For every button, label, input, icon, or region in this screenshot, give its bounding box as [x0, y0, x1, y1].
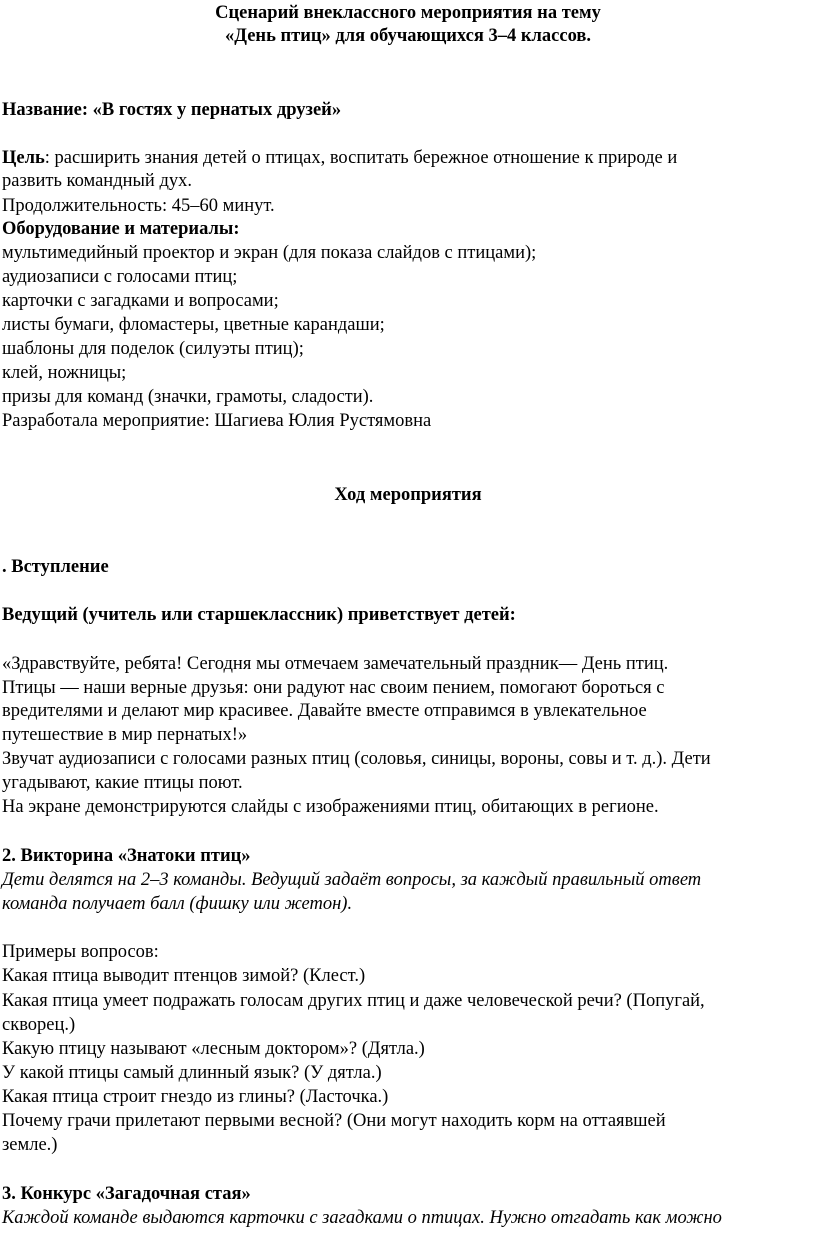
host-line: Ведущий (учитель или старшеклассник) приветствует детей: [2, 605, 516, 625]
event-name [2, 99, 341, 122]
equipment-item: листы бумаги, фломастеры, цветные карандаши; [2, 315, 385, 335]
quiz-question: Какая птица умеет подражать голосам других птиц и даже человеческой речи? (Попугай, [2, 991, 705, 1011]
duration: Продолжительность: 45–60 минут. [2, 196, 275, 216]
event-name-value: «В гостях у пернатых друзей» [92, 100, 342, 120]
equipment-item: мультимедийный проектор и экран (для показа слайдов с птицами); [2, 243, 537, 263]
equipment-item: призы для команд (значки, грамоты, сладости). [2, 387, 374, 407]
goal-line2: развить командный дух. [2, 171, 192, 191]
intro-line: Звучат аудиозаписи с голосами разных птиц (соловья, синицы, вороны, совы и т. д.). Дети [2, 749, 711, 769]
goal-line1 [2, 147, 677, 170]
contest-heading: 3. Конкурс «Загадочная стая» [2, 1184, 251, 1204]
quiz-italic-line: Дети делятся на 2–3 команды. Ведущий задаёт вопросы, за каждый правильный ответ [2, 870, 702, 890]
quiz-question: Почему грачи прилетают первыми весной? (Они могут находить корм на оттаявшей [2, 1111, 666, 1131]
course-heading: Ход мероприятия [334, 485, 482, 505]
examples-label: Примеры вопросов: [2, 942, 159, 962]
equipment-item: шаблоны для поделок (силуэты птиц); [2, 339, 304, 359]
equipment-item: клей, ножницы; [2, 363, 127, 383]
intro-line: путешествие в мир пернатых!» [2, 725, 248, 745]
quiz-question: Какая птица выводит птенцов зимой? (Клест.) [2, 966, 366, 986]
doc-title-line2: «День птиц» для обучающихся 3–4 классов. [225, 26, 591, 46]
intro-line: «Здравствуйте, ребята! Сегодня мы отмечаем замечательный праздник— День птиц. [2, 654, 669, 674]
intro-line: угадывают, какие птицы поют. [2, 773, 243, 793]
equipment-heading: Оборудование и материалы: [2, 219, 240, 239]
quiz-heading: 2. Викторина «Знатоки птиц» [2, 846, 251, 866]
quiz-question: Какая птица строит гнездо из глины? (Ласточка.) [2, 1087, 389, 1107]
intro-line: На экране демонстрируются слайды с изображениями птиц, обитающих в регионе. [2, 797, 659, 817]
goal-label: Цель [2, 148, 45, 168]
quiz-italic-line: команда получает балл (фишку или жетон). [2, 894, 353, 914]
intro-heading: . Вступление [2, 557, 109, 577]
equipment-item: аудиозаписи с голосами птиц; [2, 267, 238, 287]
contest-italic-line: Каждой команде выдаются карточки с загадками о птицах. Нужно отгадать как можно [2, 1208, 722, 1228]
equipment-item: карточки с загадками и вопросами; [2, 291, 279, 311]
intro-line: вредителями и делают мир красивее. Давайте вместе отправимся в увлекательное [2, 701, 647, 721]
author-line: Разработала мероприятие: Шагиева Юлия Рустямовна [2, 411, 432, 431]
quiz-question: скворец.) [2, 1015, 76, 1035]
goal-text: : расширить знания детей о птицах, воспитать бережное отношение к природе и [44, 148, 678, 168]
quiz-question: Какую птицу называют «лесным доктором»? (Дятла.) [2, 1039, 425, 1059]
doc-title-line1: Сценарий внеклассного мероприятия на тему [215, 3, 601, 23]
event-name-label: Название: [2, 100, 89, 120]
quiz-question: земле.) [2, 1135, 58, 1155]
quiz-question: У какой птицы самый длинный язык? (У дятла.) [2, 1063, 382, 1083]
intro-line: Птицы — наши верные друзья: они радуют нас своим пением, помогают бороться с [2, 678, 665, 698]
